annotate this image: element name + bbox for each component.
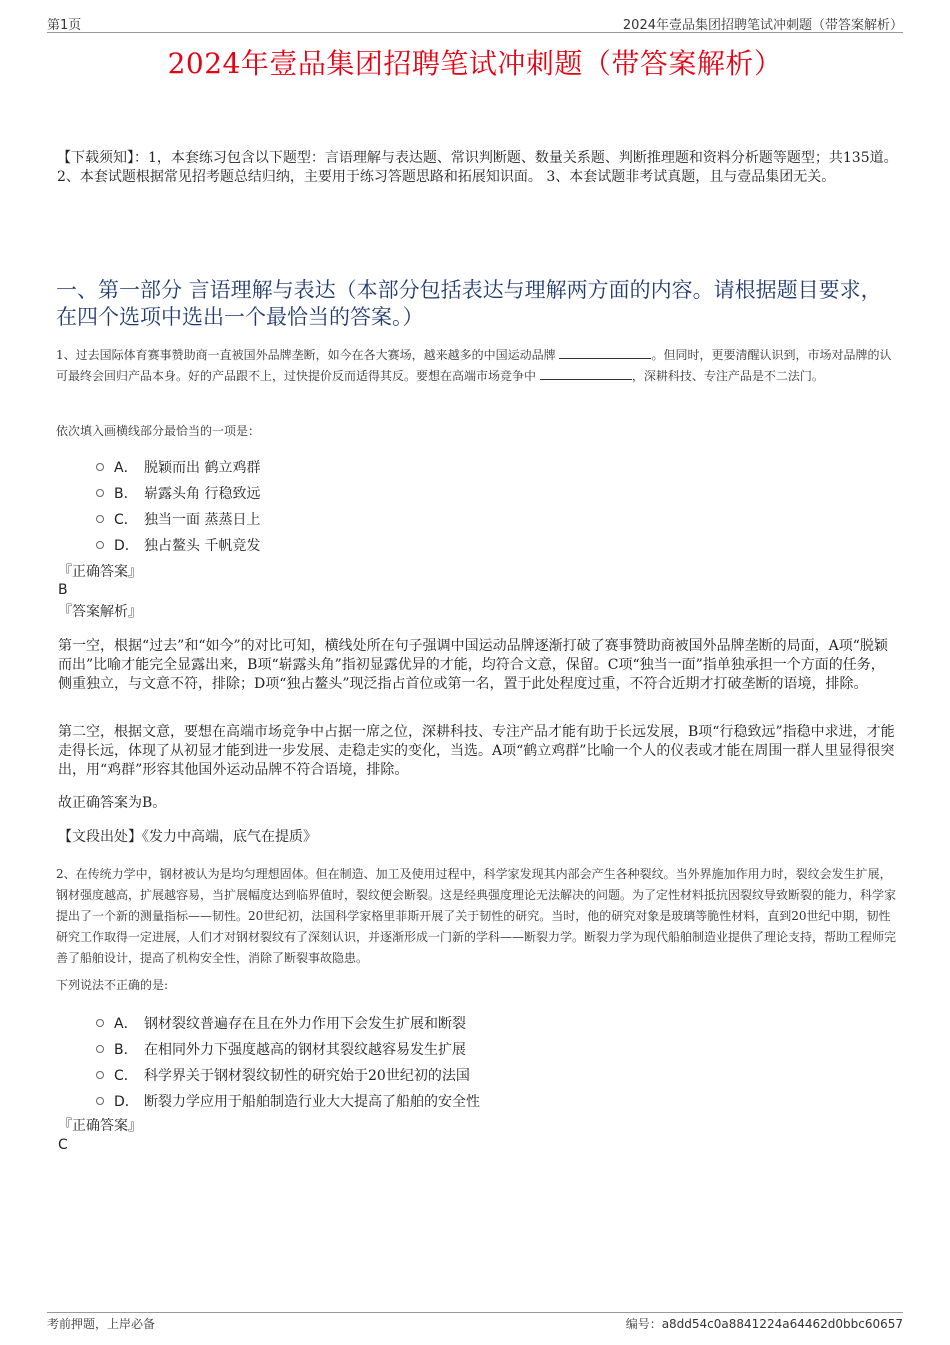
option-text: 钢材裂纹普遍存在且在外力作用下会发生扩展和断裂: [144, 1016, 466, 1032]
option-text: 独占鳌头 千帆竞发: [144, 538, 261, 554]
radio-icon[interactable]: [96, 1071, 104, 1079]
footer-slogan: 考前押题，上岸必备: [47, 1317, 156, 1331]
option-b[interactable]: [96, 480, 260, 506]
option-key: C．: [114, 1068, 138, 1084]
answer-1: B: [58, 582, 68, 598]
page-footer: [47, 1312, 903, 1331]
option-d[interactable]: [96, 532, 260, 558]
radio-icon[interactable]: [96, 1045, 104, 1053]
radio-icon[interactable]: [96, 541, 104, 549]
analysis-1-source: 【文段出处】《发力中高端，底气在提质》: [58, 829, 317, 845]
header-doc-title: 2024年壹品集团招聘笔试冲刺题（带答案解析）: [622, 18, 903, 33]
radio-icon[interactable]: [96, 515, 104, 523]
option-c[interactable]: [96, 506, 260, 532]
option-key: D．: [114, 538, 139, 554]
question-1-text-part-2: 。但同时，更要清醒认识到，市场对品牌的认可最终会回归产品本身。好的产品跟不上，过快提价反而适得其反。要想在高端市场竞争中: [56, 348, 892, 383]
option-c[interactable]: [96, 1062, 480, 1088]
question-1-text-part-1: 1、过去国际体育赛事赞助商一直被国外品牌垄断，如今在各大赛场，越来越多的中国运动品牌: [56, 348, 556, 362]
answer-2: C: [58, 1137, 68, 1153]
question-1-prompt: 依次填入画横线部分最恰当的一项是：: [56, 424, 261, 438]
question-1-text: [56, 345, 898, 387]
fill-blank-1: [559, 346, 651, 359]
question-1-options: [96, 454, 260, 558]
question-1-text-part-3: ，深耕科技、专注产品是不二法门。: [631, 369, 824, 383]
answer-label-2: 『正确答案』: [58, 1118, 142, 1134]
page-number: 第1页: [47, 18, 82, 33]
radio-icon[interactable]: [96, 463, 104, 471]
radio-icon[interactable]: [96, 1019, 104, 1027]
fill-blank-2: [540, 367, 632, 380]
option-key: B．: [114, 1042, 138, 1058]
option-key: D．: [114, 1094, 139, 1110]
analysis-label-1: 『答案解析』: [58, 604, 142, 620]
option-a[interactable]: [96, 1010, 480, 1036]
option-b[interactable]: [96, 1036, 480, 1062]
option-key: A．: [114, 460, 138, 476]
page-title: 2024年壹品集团招聘笔试冲刺题（带答案解析）: [167, 47, 783, 80]
section-title: 一、第一部分 言语理解与表达（本部分包括表达与理解两方面的内容。请根据题目要求，在四个选项中选出一个最恰当的答案。）: [56, 278, 882, 329]
option-a[interactable]: [96, 454, 260, 480]
analysis-1-paragraph-1: 第一空，根据“过去”和“如今”的对比可知，横线处所在句子强调中国运动品牌逐渐打破了赛事赞助商被国外品牌垄断的局面，A项“脱颖而出”比喻才能完全显露出来，B项“崭露头角”指初显露优异的才能，均符合文意，保留。C项“独当一面”指单独承担一个方面的任务，侧重独立，与文意不符，排除；D项“独占鳌头”现泛指占首位或第一名，置于此处程度过重，不符合近期才打破垄断的语境，排除。: [58, 638, 888, 692]
option-text: 脱颖而出 鹤立鸡群: [144, 460, 261, 476]
option-text: 崭露头角 行稳致远: [144, 486, 261, 502]
footer-doc-id: 编号：a8dd54c0a8841224a64462d0bbc60657: [625, 1317, 903, 1331]
page-header: [47, 14, 903, 33]
option-text: 独当一面 蒸蒸日上: [144, 512, 261, 528]
question-2-prompt: 下列说法不正确的是:: [56, 978, 169, 992]
option-text: 科学界关于钢材裂纹韧性的研究始于20世纪初的法国: [144, 1068, 470, 1084]
option-key: A．: [114, 1016, 138, 1032]
question-2-text: 2、在传统力学中，钢材被认为是均匀理想固体。但在制造、加工及使用过程中，科学家发现其内部会产生各种裂纹。当外界施加作用力时，裂纹会发生扩展，钢材强度越高，扩展越容易，当扩展幅度达到临界值时，裂纹便会断裂。这是经典强度理论无法解决的问题。为了定性材料抵抗因裂纹导致断裂的能力，科学家提出了一个新的测量指标——韧性。20世纪初，法国科学家格里菲斯开展了关于韧性的研究。当时，他的研究对象是玻璃等脆性材料，直到20世纪中期，韧性研究工作取得一定进展，人们才对钢材裂纹有了深刻认识，并逐渐形成一门新的学科——断裂力学。断裂力学为现代船舶制造业提供了理论支持，帮助工程师完善了船舶设计，提高了机构安全性，消除了断裂事故隐患。: [56, 867, 897, 965]
option-text: 断裂力学应用于船舶制造行业大大提高了船舶的安全性: [144, 1094, 480, 1110]
option-text: 在相同外力下强度越高的钢材其裂纹越容易发生扩展: [144, 1042, 466, 1058]
option-key: C．: [114, 512, 138, 528]
download-notice: 【下载须知】：1，本套练习包含以下题型：言语理解与表达题、常识判断题、数量关系题、判断推理题和资料分析题等题型；共135道。 2、本套试题根据常见招考题总结归纳，主要用于练习答题思路和拓展知识面。 3、本套试题非考试真题，且与壹品集团无关。: [57, 150, 898, 185]
option-d[interactable]: [96, 1088, 480, 1114]
answer-label-1: 『正确答案』: [58, 564, 142, 580]
analysis-1-paragraph-2: 第二空，根据文意，要想在高端市场竞争中占据一席之位，深耕科技、专注产品才能有助于长远发展，B项“行稳致远”指稳中求进，才能走得长远，体现了从初显才能到进一步发展、走稳走实的变化，当选。A项“鹤立鸡群”比喻一个人的仪表或才能在周围一群人里显得很突出，用“鸡群”形容其他国外运动品牌不符合语境，排除。: [58, 724, 895, 778]
question-2-options: [96, 1010, 480, 1114]
analysis-1-conclusion: 故正确答案为B。: [58, 795, 167, 811]
option-key: B．: [114, 486, 138, 502]
radio-icon[interactable]: [96, 489, 104, 497]
radio-icon[interactable]: [96, 1097, 104, 1105]
